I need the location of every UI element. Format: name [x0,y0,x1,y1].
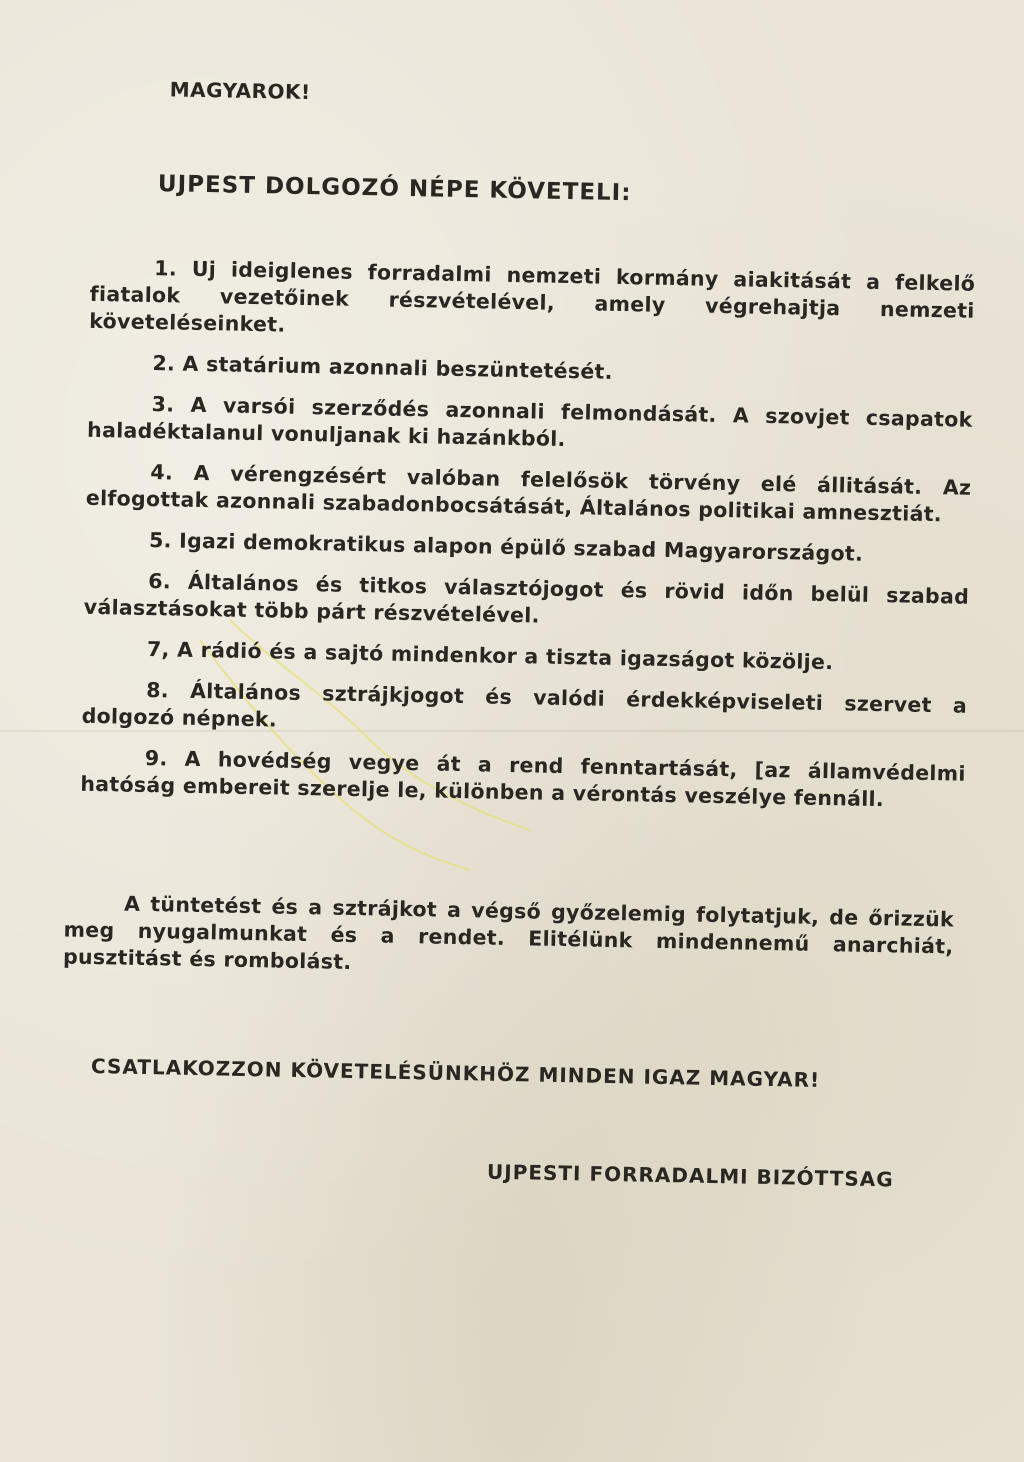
demands-heading: UJPEST DOLGOZÓ NÉPE KÖVETELI: [157,171,632,207]
greeting-heading: MAGYAROK! [169,77,311,105]
demands-list [80,254,976,829]
demand-item: 6. Általános és titkos választójogot és rövid időn belül szabad választásokat több párt részvételével. [83,569,970,628]
signature-line: UJPESTI FORRADALMI BIZÓTTSAG [486,1159,894,1192]
demand-item: 5. Igazi demokratikus alapon épülő szabad Magyarországot. [148,528,864,566]
demand-item: 9. A hovédség vegye át a rend fenntartását, [az államvédelmi hatóság embereit szerelje le, különben a vérontás veszélye fennáll. [80,745,966,812]
appeal-line: CSATLAKOZZON KÖVETELÉSÜNKHÖZ MINDEN IGAZ MAGYAR! [90,1054,821,1093]
demand-item: 8. Általános sztrájkjogot és valódi érdekképviseleti szervet a dolgozó népnek. [81,677,968,732]
demand-item: 3. A varsói szerződés azonnali felmondását. A szovjet csapatok haladéktalanul vonuljanak ki hazánkból. [86,392,973,451]
demand-item: 7, A rádió és a sajtó mindenkor a tiszta igazságot közölje. [146,637,834,675]
closing-paragraph: A tüntetést és a sztrájkot a végső győzelemig folytatjuk, de őrizzük meg nyugalmunkat és a rendet. Elitélünk mindennemű anarchiát, pusztitást és rombolást. [62,891,955,974]
demand-item: 1. Uj ideiglenes forradalmi nemzeti kormány aiakitását a felkelő fiatalok vezetőinek részvételével, amely végrehajtja nemzeti követeléseinket. [89,256,976,337]
demand-item: 4. A vérengzésért valóban felelősök törvény elé állitását. Az elfogottak azonnali szabadonbocsátását, Általános politikai amnesztiát. [85,460,972,527]
demand-item: 2. A statárium azonnali beszüntetését. [152,351,613,384]
